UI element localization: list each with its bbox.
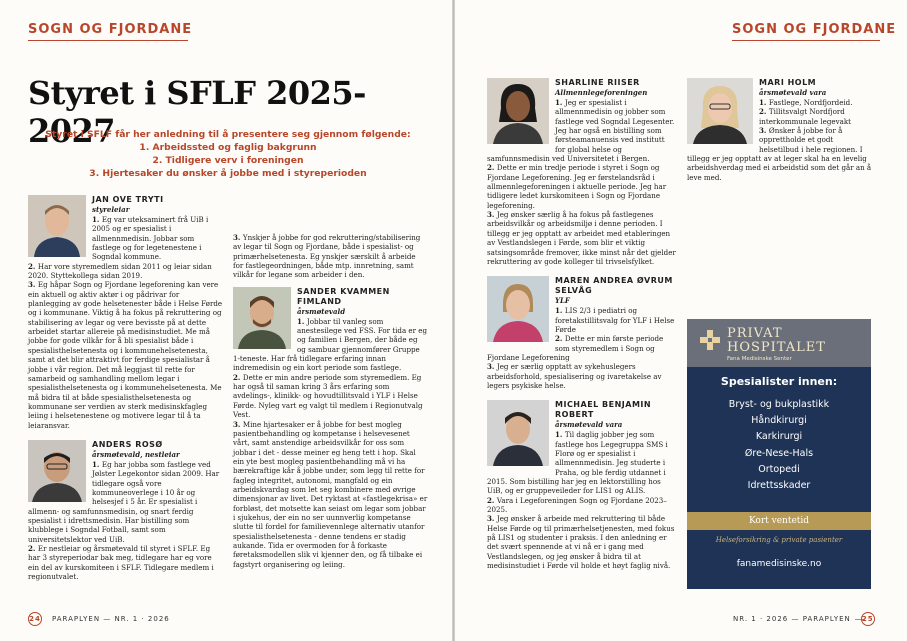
footer-text-right: NR. 1 · 2026 — PARAPLYEN [729, 615, 855, 623]
name-mari-holm: MARI HOLM [759, 78, 817, 87]
ad-heading: Spesialister innen: [720, 375, 838, 388]
bio-maren-2: Dette er min første periode som styremedlem i Sogn og Fjordane Legeforening [487, 334, 664, 362]
bio-maren-3: Jeg er særlig opptatt av sykehuslegers arbeidsforhold, spesialisering og ivaretakelse av legers psykiske helse. [487, 362, 662, 390]
ad-tagline: Helseforsikring & private pasienter [715, 536, 843, 544]
section-header-left: SOGN OG FJORDANE [28, 22, 193, 37]
footer-right [729, 612, 875, 626]
ad-url-link[interactable]: fanamedisinske.no [736, 559, 822, 569]
bio-jan-1: Eg var uteksaminert frå UiB i 2005 og er spesialist i allmennmedisin. Jobbar som fastlege og for legetenestene i Sogndal kommune. [92, 215, 209, 262]
bio-sander-3: Mine hjartesaker er å jobbe for best mogleg pasientbehandling og kompetanse i helsevesenet vårt, samt anstendige arbeidsvilkår for oss som jobbar i det - desse meiner eg heng tett i hop. Skal ein yte best mogleg pasientbehandling må vi ha bærekraftige kår å jobbe under, som legg til rette for fagleg integritet, autonomi, mangfald og ein arbeidskvardag som let seg kombinere med øvrige dimensjonar av livet. Det ryktast at «fastlegekrisa» er forbløst, det motsette kan seiast om legar som jobbar i sjukehus, der ein no ser uunnverlig kompetanse slutte til fordel for familievennlege alternativ utanfor spesialisthelsetenesta - denne tendens er stadig aukande. Tida er overmoden for å forkaste føretaksmodellen slik vi kjenner den, og få tilbake ei fagstyrt organisering og leiing. [233, 419, 428, 569]
bio-mari-1: Fastlege, Nordfjordeid. [768, 98, 853, 107]
bio-michael-3: Jeg ønsker å arbeide med rekruttering til både Helse Førde og til primærhelsetjenesten, med fokus på LIS1 og studenter i praksis. I den anledning er det svært spennende at vi nå er i gang med Vestlandslegen, og jeg ønsker å bidra til at medisinstudiet i Førde vil holde et høyt faglig nivå. [487, 514, 675, 571]
footer-text-left: PARAPLYEN — NR. 1 · 2026 [48, 615, 174, 623]
bio-maren-1: LIS 2/3 i pediatri og foretakstillitsvalg for YLF i Helse Førde [555, 306, 675, 334]
ad-logo [687, 319, 871, 367]
ad-specialty-list [687, 397, 871, 494]
bio-anders-1: Eg har jobba som fastlege ved Jølster Legekontor sidan 2009. Har tidlegare også vore kommuneoverlege i 10 år og helsesjef i 5 år. Er spesialist i allmenn- og samfunnsmedisin, og snart ferdig spesialist i idrettsmedisin. Har bistilling som klubblege i Sogndal Fotball, samt som universitetslektor ved UiB. [28, 459, 220, 544]
role-michael-benjamin-robert: årsmøtevald vara [555, 420, 623, 430]
bio-anders-2: Er nestleiar og årsmøtevald til styret i SFLF. Eg har 3 styreperiodar bak meg, tidlegare har eg vore ein del av kurskomiteen i SFLF. Tidlegare medlem i regionutvalet. [28, 544, 214, 582]
role-mari-holm: årsmøtevald vara [759, 88, 827, 97]
section-rule-right [732, 40, 880, 41]
photo-sander-kvammen-fimland [233, 287, 291, 349]
photo-jan-ove-tryti [28, 195, 86, 257]
page-number-right: 25 [861, 612, 875, 626]
ad-specialty: Håndkirurgi [751, 415, 807, 427]
bio-mari-2: Tillitsvalgt Nordfjord interkommunale legevakt [759, 107, 851, 126]
ad-specialty: Idrettsskader [747, 480, 811, 492]
bio-mari-3: Ønsker å jobbe for å opprettholde et godt helsetilbud i hele regionen. I tillegg er jeg opptatt av at leger skal ha en levelig arbeidshverdag med ei arbeidstid som det går an å leve med. [687, 126, 872, 182]
medical-cross-icon [699, 329, 721, 351]
role-anders-roso: årsmøtevald, nestleiar [92, 449, 180, 459]
ad-brand-sub: Fana Medisinske Senter [727, 356, 792, 362]
bio-michael-1: Til daglig jobber jeg som fastlege hos Legegruppa SMS i Florø og er spesialist i allmennmedisin. Jeg studerte i Praha, og ble ferdig utdannet i 2015. Som bistilling har jeg en lektorstilling hos UiB, og er gruppeveileder for LIS1 og ALIS. [487, 430, 668, 496]
bio-sander-2: Dette er min andre periode som styremedlem. Eg har også til saman kring 3 års erfaring som avdelings-, klinikk- og hovudtillitsvald i YLF i Helse Førde. Nyleg vart eg valgt til medlem i Regionutvalg Vest. [233, 372, 423, 420]
bio-sharline-2: Dette er min tredje periode i styret i Sogn og Fjordane Legeforening. Jeg er førstelandsråd i allmennlegeforeningen i aktuelle periode. Jeg har tidligere ledet kurskomiteen i Sogn og Fjordane legeforening. [487, 163, 667, 210]
right-page [455, 0, 907, 641]
ad-banner-kort-ventetid: Kort ventetid [687, 512, 871, 530]
ad-specialty: Bryst- og bukplastikk [728, 399, 830, 410]
role-jan-ove-tryti: styreleiar [92, 205, 130, 214]
intro-item-1: 1. Arbeidssted og faglig bakgrunn [139, 142, 317, 153]
intro-block [28, 128, 428, 180]
name-sharline-riiser: SHARLINE RIISER [555, 78, 640, 87]
page-number-left: 24 [28, 612, 42, 626]
ad-specialty: Karkirurgi [755, 431, 803, 443]
bio-michael-2: Vara i Legeforeningen Sogn og Fjordane 2023–2025. [487, 495, 667, 515]
ad-brand: PRIVAT HOSPITALET [727, 326, 826, 355]
bio-jan-3: Eg håpar Sogn og Fjordane legeforening kan vere ein aktuell og aktiv aktør i og pådrivar for planlegging av gode helsetenester både i Helse Førde og i kommunane. Viktig å ha fokus på rekruttering og stabilisering av legar og vere bevisste på at dette arbeidet startar allereie på medisinstudiet. Me må jobbe for gode vilkår for å bli spesialist både i spesialisthelsetenesta og i kommunehelsetenesta, samt at det blir attraktivt for ferdige spesialistar å jobbe i vår region. Det må leggjast til rette for samarbeid og samhandling mellom legar i spesialisthelsetenesta og i kommunehelsetenesta. Me må bidra til at både spesialisthelsetenesta og kommunane ser verdien av sterk medisinskfagleg leiing i helsetenestene og motivere legar til å ta leiaransvar. [28, 280, 223, 430]
bio-sharline-1: Jeg er spesialist i allmennmedisin og jobber som fastlege ved Sogndal Legesenter. Jeg har også en bistilling som førsteamanuensis ved institutt for global helse og samfunnsmedisin ved Universitetet i Bergen. [487, 98, 675, 164]
name-maren-andrea-ovrum-selvag: MAREN ANDREA ØVRUM SELVÅG [555, 276, 673, 296]
role-sharline-riiser: Allmennlegeforeningen [555, 88, 648, 97]
role-maren-andrea-ovrum-selvag: YLF [555, 296, 570, 306]
intro-lead: Styret i SFLF får her anledning til å presentere seg gjennom følgende: [45, 129, 411, 140]
section-rule-left [28, 40, 188, 41]
column-4: MARI HOLM årsmøtevald vara 1. Fastlege, Nordfjordeid. 2. Tillitsvalgt Nordfjord interkommunale legevakt 3. Ønsker å jobbe for å opprettholde et godt helsetilbud i hele regionen. I tillegg er jeg opptatt av at leger skal ha en levelig arbeidshverdag med ei arbeidstid som det går an å leve med. [687, 78, 872, 182]
bio-anders-3: Ynskjer å jobbe for god rekruttering/stabilisering av legar til Sogn og Fjordane, både i spesialist- og primærhelsetenesta. Eg ynskjer særskilt å arbeide for fastlegeordningen, både mtp. innretning, samt vilkår for legane som arbeider i den. [233, 233, 421, 280]
ad-specialty: Øre-Nese-Hals [744, 447, 814, 459]
role-sander-kvammen-fimland: årsmøtevald [297, 306, 346, 316]
left-page [0, 0, 452, 641]
column-1: JAN OVE TRYTI styreleiar 1. Eg var uteksaminert frå UiB i 2005 og er spesialist i allmennmedisin. Jobbar som fastlege og for legetenestene i Sogndal kommune. 2. Har vore styremedlem sidan 2011 og leiar sidan 2020. Styttekollega sidan 2019. 3. Eg håpar Sogn og Fjordane legeforening kan vere ein aktuell og aktiv aktør i og pådrivar for planlegging av gode helsetenester både i Helse Førde og i kommunane. Viktig å ha fokus på rekruttering og stabilisering av legar og vere bevisste på at dette arbeidet startar allereie på medisinstudiet. Me må jobbe for gode vilkår for å bli spesialist både i spesialisthelsetenesta og i kommunehelsetenesta, samt at det blir attraktivt for ferdige spesialistar å jobbe i vår region. Det må leggjast til rette for samarbeid og samhandling mellom legar i spesialisthelsetenesta og i kommunehelsetenesta. Me må bidra til at både spesialisthelsetenesta og kommunane ser verdien av sterk medisinskfagleg leiing i helsetenestene og motivere legar til å ta leiaransvar. ANDERS ROSØ årsmøtevald, nestleiar 1. Eg har jobba som fastlege ved Jølster Legekontor sidan 2009. Har tidlegare også vore kommuneoverlege i 10 år og helsesjef i 5 år. Er spesialist i allmenn- og samfunnsmedisin, og snart ferdig spesialist i idrettsmedisin. Har bistilling som klubblege i Sogndal Fotball, samt som universitetslektor ved UiB. 2. Er nestleiar og årsmøtevald til styret i SFLF. Eg har 3 styreperiodar bak meg, tidlegare har eg vore ein del av kurskomiteen i SFLF. Tidlegare medlem i regionutvalet. [28, 195, 223, 582]
name-michael-benjamin-robert: MICHAEL BENJAMIN ROBERT [555, 400, 652, 420]
intro-item-2: 2. Tidligere verv i foreningen [152, 155, 304, 166]
name-jan-ove-tryti: JAN OVE TRYTI [92, 195, 164, 204]
ad-specialty: Ortopedi [758, 463, 800, 475]
column-2: 3. Ynskjer å jobbe for god rekruttering/stabilisering av legar til Sogn og Fjordane, både i spesialist- og primærhelsetenesta. Eg ynskjer særskilt å arbeide for fastlegeordningen, både mtp. innretning, samt vilkår for legane som arbeider i den. SANDER KVAMMEN FIMLAND årsmøtevald 1. Jobbar til vanleg som anestesilege ved FSS. For tida er eg og familien i Bergen, der både eg og sambuar gjennomfører Gruppe 1-teneste. Har frå tidlegare erfaring innan indremedisin og ein kort periode som fastlege. 2. Dette er min andre periode som styremedlem. Eg har også til saman kring 3 års erfaring som avdelings-, klinikk- og hovudtillitsvald i YLF i Helse Førde. Nyleg vart eg valgt til medlem i Regionutvalg Vest. 3. Mine hjartesaker er å jobbe for best mogleg pasientbehandling og kompetanse i helsevesenet vårt, samt anstendige arbeidsvilkår for oss som jobbar i det - desse meiner eg heng tett i hop. Skal ein yte best mogleg pasientbehandling må vi ha bærekraftige kår å jobbe under, som legg til rette for fagleg integritet, autonomi, mangfald og ein arbeidskvardag som let seg kombinere med øvrige dimensjonar av livet. Det ryktast at «fastlegekrisa» er forbløst, det motsette kan seiast om legar som jobbar i sjukehus, der ein no ser uunnverlig kompetanse slutte til fordel for familievennlege alternativ utanfor spesialisthelsetenesta - denne tendens er stadig aukande. Tida er overmoden for å forkaste føretaksmodellen slik vi kjenner den, og få tilbake ei fagstyrt organisering og leiing. [233, 233, 428, 569]
name-sander-kvammen-fimland: SANDER KVAMMEN FIMLAND [297, 286, 390, 306]
bio-jan-2: Har vore styremedlem sidan 2011 og leiar sidan 2020. Styttekollega sidan 2019. [28, 261, 212, 281]
photo-maren-andrea-ovrum-selvag [487, 276, 549, 342]
name-anders-roso: ANDERS ROSØ [92, 439, 163, 449]
photo-michael-benjamin-robert [487, 400, 549, 466]
column-3: SHARLINE RIISER Allmennlegeforeningen 1. Jeg er spesialist i allmennmedisin og jobber som fastlege ved Sogndal Legesenter. Jeg har også en bistilling som førsteamanuensis ved institutt for global helse og samfunnsmedisin ved Universitetet i Bergen. 2. Dette er min tredje periode i styret i Sogn og Fjordane Legeforening. Jeg er førstelandsråd i allmennlegeforeningen i aktuelle periode. Jeg har tidligere ledet kurskomiteen i Sogn og Fjordane legeforening. 3. Jeg ønsker særlig å ha fokus på fastlegenes arbeidsvilkår og arbeidsmiljø i denne perioden. I tillegg er jeg opptatt av arbeidet med etableringen av Vestlandslegen i Førde, som blir et viktig satsingsområde fremover, ikke minst når det gjelder rekruttering av gode kolleger til trivselsfylket. MAREN ANDREA ØVRUM SELVÅG YLF 1. LIS 2/3 i pediatri og foretakstillitsvalg for YLF i Helse Førde 2. Dette er min første periode som styremedlem i Sogn og Fjordane Legeforening 3. Jeg er særlig opptatt av sykehuslegers arbeidsforhold, spesialisering og ivaretakelse av legers psykiske helse. MICHAEL BENJAMIN ROBERT årsmøtevald vara 1. Til daglig jobber jeg som fastlege hos Legegruppa SMS i Florø og er spesialist i allmennmedisin. Jeg studerte i Praha, og ble ferdig utdannet i 2015. Som bistilling har jeg en lektorstilling hos UiB, og er gruppeveileder for LIS1 og ALIS. 2. Vara i Legeforeningen Sogn og Fjordane 2023–2025. 3. Jeg ønsker å arbeide med rekruttering til både Helse Førde og til primærhelsetjenesten, med fokus på LIS1 og studenter i praksis. I den anledning er det svært spennende at vi nå er i gang med Vestlandslegen, og jeg ønsker å bidra til at medisinstudiet i Førde vil holde et høyt faglig nivå. [487, 78, 676, 571]
bio-sharline-3: Jeg ønsker særlig å ha fokus på fastlegenes arbeidsvilkår og arbeidsmiljø i denne perioden. I tillegg er jeg opptatt av arbeidet med etableringen av Vestlandslegen i Førde, som blir et viktig satsingsområde fremover, ikke minst når det gjelder rekruttering av gode kolleger til trivselsfylket. [487, 210, 676, 266]
photo-anders-roso [28, 440, 86, 502]
photo-sharline-riiser [487, 78, 549, 144]
ad-privathospitalet[interactable] [687, 319, 871, 589]
page-title: Styret i SFLF 2025-2027 [28, 74, 366, 150]
section-header-right: SOGN OG FJORDANE [732, 22, 897, 37]
intro-item-3: 3. Hjertesaker du ønsker å jobbe med i styreperioden [89, 168, 367, 179]
bio-sander-1: Jobbar til vanleg som anestesilege ved FSS. For tida er eg og familien i Bergen, der både eg og sambuar gjennomfører Gruppe 1-teneste. Har frå tidlegare erfaring innan indremedisin og ein kort periode som fastlege. [233, 316, 428, 373]
photo-mari-holm [687, 78, 753, 144]
footer-left [28, 612, 174, 626]
